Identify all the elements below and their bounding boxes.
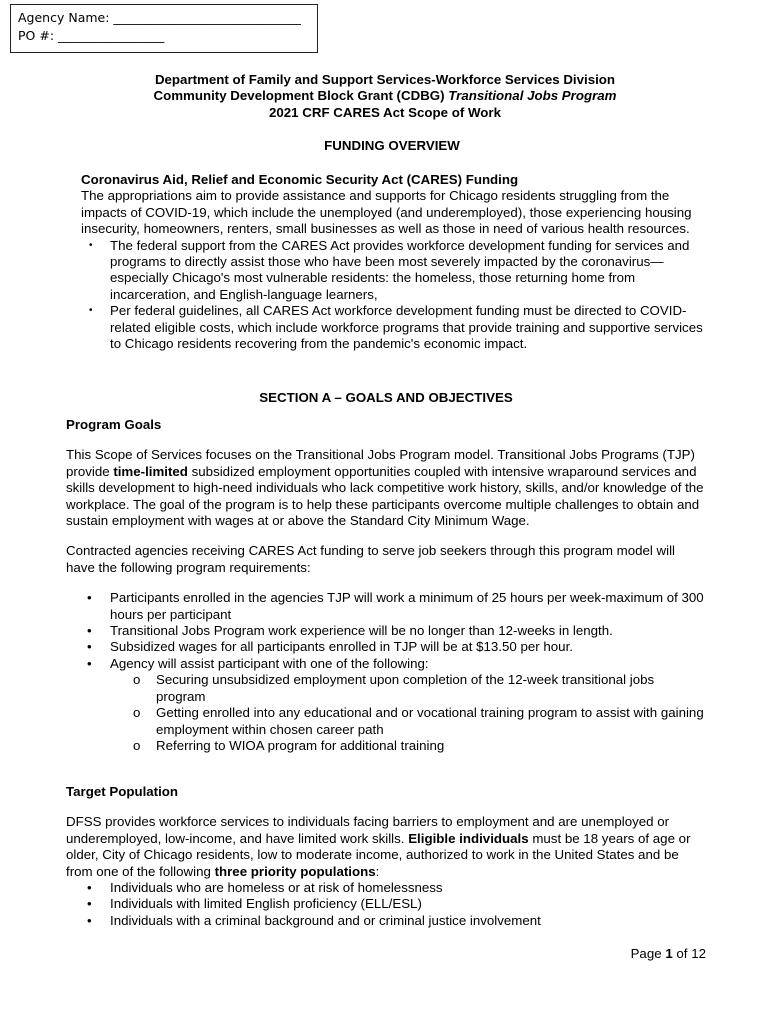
list-item: • Subsidized wages for all participants enrolled in TJP will be at $13.50 per hour. bbox=[110, 639, 706, 655]
list-item: • Participants enrolled in the agencies TJP will work a minimum of 25 hours per week-maximum of 300 hours per participant bbox=[110, 590, 706, 623]
list-item: • Transitional Jobs Program work experience will be no longer than 12-weeks in length. bbox=[110, 623, 706, 639]
requirements-list bbox=[66, 590, 706, 754]
list-item: • Individuals with a criminal background and or criminal justice involvement bbox=[110, 913, 706, 929]
goals-paragraph-1 bbox=[66, 447, 706, 529]
document-header bbox=[0, 72, 770, 121]
goals-p1-text-a: This Scope of Services focuses on the Transitional Jobs Program model. Transitional Jobs Programs (TJP) provide bbox=[66, 447, 695, 479]
target-text-a: DFSS provides workforce services to individuals facing barriers to employment and are unemployed or underemployed, low-income, and have limited work skills. bbox=[66, 814, 670, 846]
sub-requirements-list bbox=[110, 672, 706, 754]
goals-p1-bold: time-limited bbox=[113, 463, 188, 479]
cares-subheading: Coronavirus Aid, Relief and Economic Security Act (CARES) Funding bbox=[81, 172, 519, 187]
page-word: Page bbox=[630, 946, 666, 961]
funding-overview-heading: FUNDING OVERVIEW bbox=[324, 138, 460, 153]
program-goals-section bbox=[66, 417, 706, 754]
header-program-name: Transitional Jobs Program bbox=[448, 88, 617, 104]
header-line-3: 2021 CRF CARES Act Scope of Work bbox=[268, 104, 501, 120]
target-population-heading: Target Population bbox=[66, 784, 179, 799]
list-item: • The federal support from the CARES Act provides workforce development funding for services and programs to directly assist those who have been most severely impacted by the coronavirus—especially Chicago's most vulnerable residents: the homeless, those returning home from incarceration, and English-language learners, bbox=[110, 238, 706, 304]
target-paragraph bbox=[66, 814, 706, 880]
list-item: • Individuals with limited English proficiency (ELL/ESL) bbox=[110, 896, 706, 912]
target-bold-2: three priority populations bbox=[214, 863, 376, 879]
list-item-text: Agency will assist participant with one of the following: bbox=[110, 655, 429, 671]
section-a-heading bbox=[0, 390, 770, 406]
list-item: o Securing unsubsidized employment upon completion of the 12-week transitional jobs program bbox=[156, 672, 706, 705]
list-item: o Getting enrolled into any educational and or vocational training program to assist with gaining employment within chosen career path bbox=[156, 705, 706, 738]
agency-info-box bbox=[10, 4, 318, 53]
page-total: of 12 bbox=[672, 946, 706, 961]
populations-list bbox=[66, 880, 706, 929]
header-line-2-prefix: Community Development Block Grant (CDBG) bbox=[153, 88, 449, 104]
program-goals-heading: Program Goals bbox=[66, 417, 162, 432]
goals-p1-text-b: subsidized employment opportunities coupled with intensive wraparound services and skills development to high-need individuals who lack competitive work history, skills, and/or knowledge of the workplace. The goal of the program is to help these participants overcome multiple challenges to obtain and sustain employment with wages at or above the Standard City Minimum Wage. bbox=[66, 463, 704, 529]
header-line-2 bbox=[0, 88, 770, 104]
funding-section bbox=[81, 172, 706, 352]
list-item: • Per federal guidelines, all CARES Act workforce development funding must be directed to COVID-related eligible costs, which include workforce programs that provide training and supportive services to Chicago residents recovering from the pandemic's economic impact. bbox=[110, 303, 706, 352]
section-a-heading-text: SECTION A – GOALS AND OBJECTIVES bbox=[259, 390, 513, 405]
po-number-field[interactable]: PO #: _________________ bbox=[18, 28, 165, 43]
page-number bbox=[631, 946, 706, 962]
funding-bullet-list bbox=[81, 238, 706, 353]
page-current: 1 bbox=[665, 946, 673, 961]
target-bold-1: Eligible individuals bbox=[408, 830, 529, 846]
target-population-section bbox=[66, 784, 706, 929]
goals-paragraph-2: Contracted agencies receiving CARES Act funding to serve job seekers through this program model will have the following program requirements: bbox=[66, 543, 676, 575]
list-item: • Individuals who are homeless or at risk of homelessness bbox=[110, 880, 706, 896]
target-text-b: must be 18 years of age or older, City of Chicago residents, low to moderate income, authorized to work in the United States and be from one of the following bbox=[66, 830, 691, 879]
list-item: o Referring to WIOA program for additional training bbox=[156, 738, 706, 754]
target-text-c: : bbox=[375, 863, 380, 879]
header-line-1: Department of Family and Support Services-Workforce Services Division bbox=[154, 72, 616, 87]
list-item bbox=[110, 656, 706, 754]
agency-name-field[interactable]: Agency Name: ______________________________ bbox=[18, 10, 301, 25]
funding-intro: The appropriations aim to provide assistance and supports for Chicago residents struggling from the impacts of COVID-19, which include the unemployed (and underemployed), those experiencing housing insecurity, homeowners, renters, small businesses as well as those in need of various health resources. bbox=[81, 188, 692, 237]
